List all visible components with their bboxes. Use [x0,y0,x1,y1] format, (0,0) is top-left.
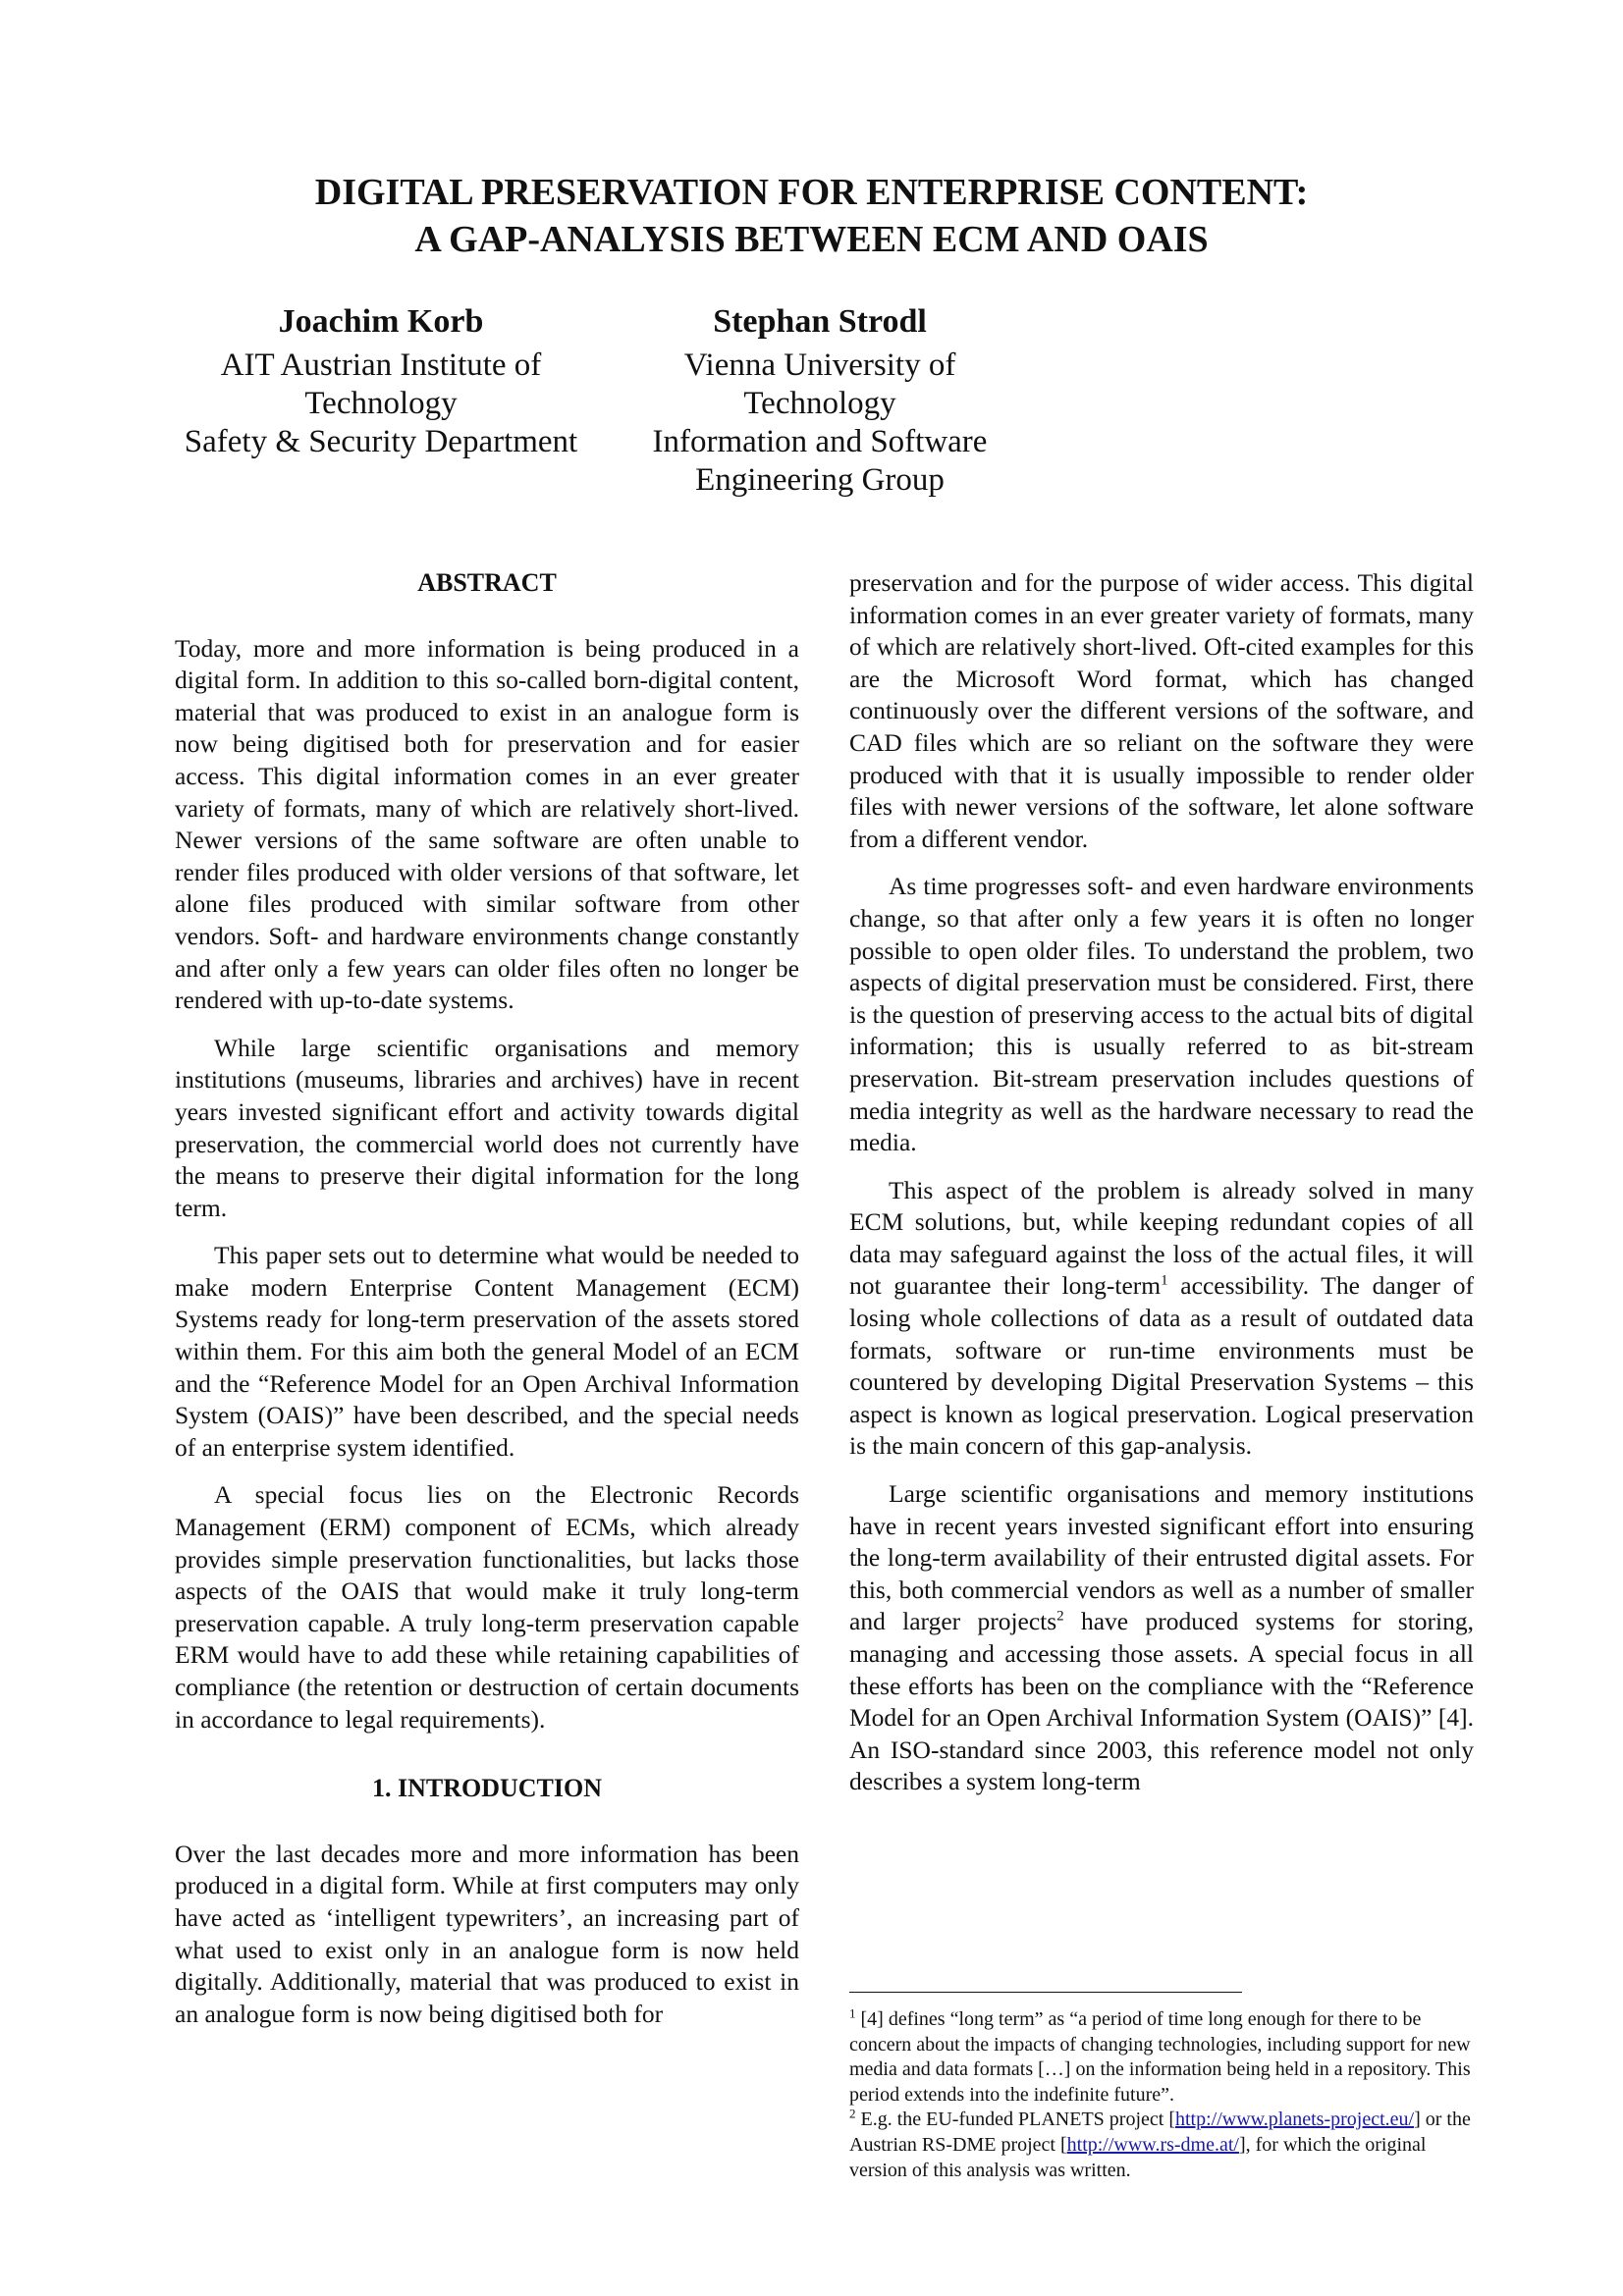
author-korb [150,302,612,461]
body-paragraph: As time progresses soft- and even hardware environments change, so that after only a few years it is often no longer possible to open older files. To understand the problem, two aspects of digital preservation must be considered. First, there is the question of preserving access to the actual bits of digital information; this is usually referred to as bit-stream preservation. Bit-stream preservation includes questions of media integrity as well as the hardware necessary to read the media. [849,872,1474,1157]
author-affiliation-line: Engineering Group [695,462,945,498]
footnote-text: ], for which the original version of this analysis was written. [849,2133,1427,2181]
abstract-paragraph: This paper sets out to determine what would be needed to make modern Enterprise Content Management (ECM) Systems ready for long-term preservation of the assets stored within them. For this aim both the general Model of an ECM and the “Reference Model for an Open Archival Information System (OAIS)” have been described, and the special needs of an enterprise system identified. [175,1241,799,1462]
author-affiliation-line: Safety & Security Department [184,424,578,459]
author-affiliation-line: Vienna University of [683,347,956,383]
title-line-1: DIGITAL PRESERVATION FOR ENTERPRISE CONTENT: [314,172,1309,213]
abstract-paragraph: Today, more and more information is being produced in a digital form. In addition to this so-called born-digital content, material that was produced to exist in an analogue form is now being digitised both for preservation and for easier access. This digital information comes in an ever greater variety of formats, many of which are relatively short-lived. Newer versions of the same software are often unable to render files produced with older versions of that software, let alone files produced with similar software from other vendors. Soft- and hardware environments change constantly and after only a few years can older files often no longer be rendered with up-to-date systems. [175,633,799,1015]
paragraph-text: have produced systems for storing, managing and accessing those assets. A special focus in all these efforts has been on the compliance with the “Reference Model for an Open Archival Information System (OAIS)” [4]. An ISO-standard since 2003, this reference model not only describes a system long-term [849,1607,1474,1796]
body-paragraph: Over the last decades more and more information has been produced in a digital form. While at first computers may only have acted as ‘intelligent typewriters’, an increasing part of what used to exist only in an analogue form is now held digitally. Additionally, material that was produced to exist in an analogue form is now being digitised both for [175,1839,799,2028]
title-line-2: A GAP-ANALYSIS BETWEEN ECM AND OAIS [414,219,1209,260]
planets-project-link[interactable]: http://www.planets-project.eu/ [1174,2109,1415,2131]
right-column [849,567,1474,1814]
footnote-separator [849,1992,1242,1993]
footnote-number: 2 [849,2106,856,2121]
section-heading-introduction: 1. INTRODUCTION [371,1774,603,1803]
paragraph-text: accessibility. The danger of losing whole collections of data as a result of outdated data formats, software or run-time environments must be countered by developing Digital Preservation Systems – this aspect is known as logical preservation. Logical preservation is the main concern of this gap-analysis. [849,1271,1474,1461]
footnote-1 [849,2007,1474,2108]
body-paragraph: preservation and for the purpose of wider access. This digital information comes in an ever greater variety of formats, many of which are relatively short-lived. Oft-cited examples for this are the Microsoft Word format, which has changed continuously over the different versions of the software, and CAD files which are so reliant on the software they were produced with that it is usually impossible to render older files with newer versions of the software, let alone software from a different vendor. [849,568,1474,853]
abstract-heading: ABSTRACT [417,568,557,597]
author-affiliation-line: Technology [304,386,458,421]
footnote-text: E.g. the EU-funded PLANETS project [ [855,2109,1175,2131]
author-name: Stephan Strodl [713,303,927,340]
author-name: Joachim Korb [278,303,484,340]
left-column [175,567,799,2046]
abstract-paragraph: While large scientific organisations and memory institutions (museums, libraries and archives) have in recent years invested significant effort and activity towards digital preservation, the commercial world does not currently have the means to preserve their digital information for the long term. [175,1033,799,1222]
footnote-marker[interactable]: 2 [1056,1608,1064,1625]
footnote-2 [849,2108,1474,2183]
footnote-marker[interactable]: 1 [1161,1272,1168,1289]
rs-dme-link[interactable]: http://www.rs-dme.at/ [1066,2133,1239,2156]
footnote-number: 1 [849,2005,856,2021]
abstract-paragraph: A special focus lies on the Electronic Records Management (ERM) component of ECMs, which already provides simple preservation functionalities, but lacks those aspects of the OAIS that would make it truly long-term preservation capable. A truly long-term preservation capable ERM would have to add these while retaining capabilities of compliance (the retention or destruction of certain documents in accordance to legal requirements). [175,1480,799,1734]
paper-title [0,169,1623,263]
author-affiliation-line: AIT Austrian Institute of [220,347,542,383]
body-paragraph [849,1478,1474,1798]
paragraph-text: Large scientific organisations and memory institutions have in recent years invested significant effort into ensuring the long-term availability of their entrusted digital assets. For this, both commercial vendors as well as a number of smaller and larger projects [849,1479,1474,1636]
author-strodl [589,302,1051,500]
body-paragraph [849,1175,1474,1463]
paragraph-text: This aspect of the problem is already solved in many ECM solutions, but, while keeping redundant copies of all data may safeguard against the loss of the actual files, it will not guarantee their long-term [849,1175,1474,1301]
footnotes [849,2007,1474,2183]
author-affiliation-line: Technology [743,386,896,421]
footnote-text: [4] defines “long term” as “a period of time long enough for there to be concern about the impacts of changing technologies, including support for new media and data formats […] on the information being held in a repository. This period extends into the indefinite future”. [849,2008,1471,2106]
author-affiliation-line: Information and Software [652,424,988,459]
footnote-text: ] or the Austrian RS-DME project [ [849,2109,1471,2156]
